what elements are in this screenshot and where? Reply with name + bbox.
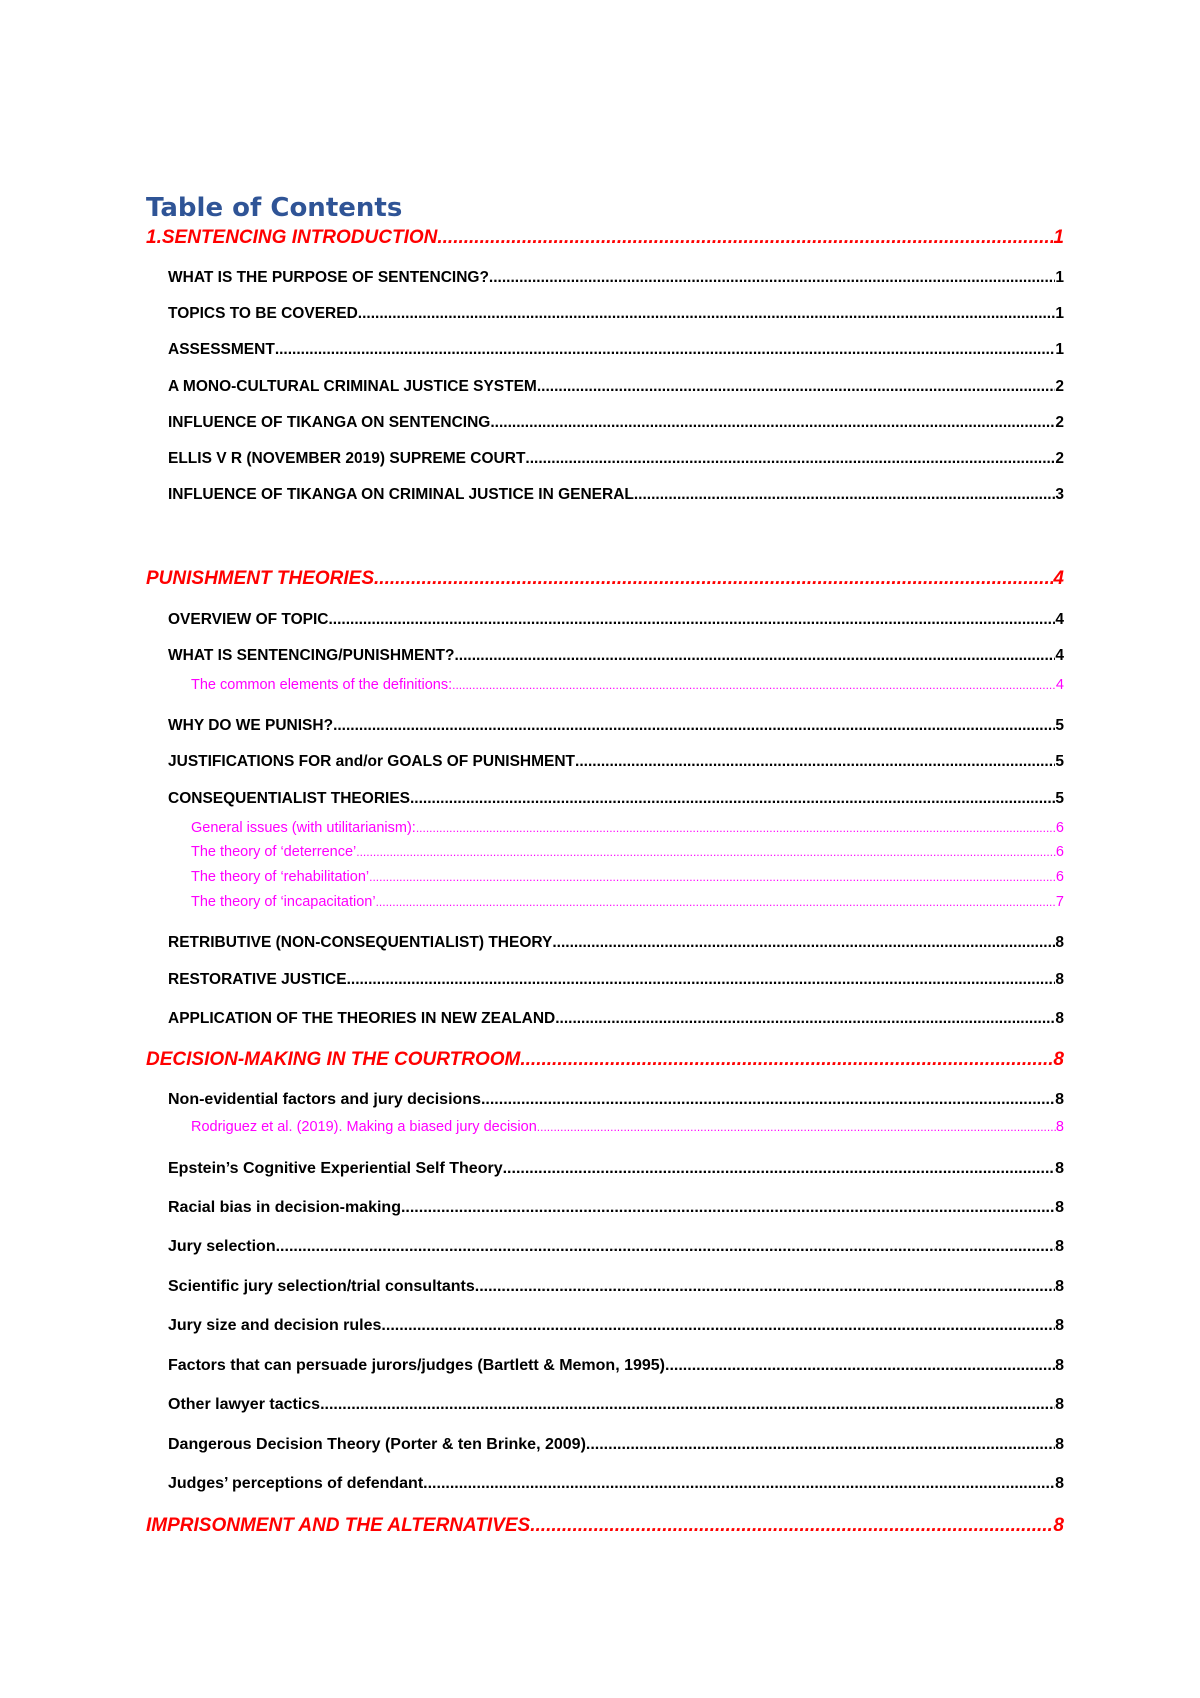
toc-leader-dots xyxy=(437,223,1053,253)
toc-page-number: 8 xyxy=(1055,1436,1064,1453)
toc-leader-dots xyxy=(358,301,1056,327)
toc-entry-label: IMPRISONMENT AND THE ALTERNATIVES xyxy=(146,1515,531,1536)
toc-page-number: 6 xyxy=(1055,869,1064,885)
toc-page-number: 8 xyxy=(1055,1199,1064,1216)
toc-page-number: 8 xyxy=(1055,1119,1064,1135)
toc-entry-label: INFLUENCE OF TIKANGA ON SENTENCING xyxy=(168,414,491,431)
toc-leader-dots xyxy=(634,482,1056,508)
toc-entry-consequentialist-theories[interactable] xyxy=(168,786,1064,812)
toc-entry-label: WHY DO WE PUNISH? xyxy=(168,717,334,734)
toc-leader-dots xyxy=(575,749,1055,775)
toc-page-number: 8 xyxy=(1055,971,1064,988)
toc-entry-label: Factors that can persuade jurors/judges (Bartlett & Memon, 1995) xyxy=(168,1357,666,1374)
toc-page-number: 5 xyxy=(1055,790,1064,807)
toc-entry-label: APPLICATION OF THE THEORIES IN NEW ZEALAND xyxy=(168,1010,556,1027)
toc-page-number: 6 xyxy=(1055,844,1064,860)
toc-page-number: 8 xyxy=(1055,1160,1064,1177)
toc-leader-dots xyxy=(452,674,1056,696)
toc-entry-tikanga-criminal-justice[interactable] xyxy=(168,482,1064,508)
toc-leader-dots xyxy=(423,1471,1055,1497)
toc-page-number: 2 xyxy=(1055,450,1064,467)
toc-entry-label: The common elements of the definitions: xyxy=(191,677,453,693)
toc-leader-dots xyxy=(665,1353,1055,1379)
toc-page-number: 8 xyxy=(1053,1049,1064,1070)
toc-page-number: 1 xyxy=(1055,305,1064,322)
toc-leader-dots xyxy=(410,786,1055,812)
toc-entry-judges-perceptions[interactable] xyxy=(168,1471,1064,1497)
toc-page-number: 8 xyxy=(1055,1396,1064,1413)
toc-page-number: 2 xyxy=(1055,414,1064,431)
toc-entry-racial-bias[interactable] xyxy=(168,1195,1064,1221)
toc-leader-dots xyxy=(503,1156,1055,1182)
toc-entry-label: The theory of ‘rehabilitation’ xyxy=(191,869,370,885)
toc-page-number: 8 xyxy=(1055,1238,1064,1255)
toc-entry-theory-incapacitation[interactable] xyxy=(191,891,1064,913)
toc-entry-label: PUNISHMENT THEORIES xyxy=(146,568,375,589)
toc-title: Table of Contents xyxy=(146,193,403,223)
toc-page-number: 2 xyxy=(1055,378,1064,395)
toc-entry-rodriguez[interactable] xyxy=(191,1116,1064,1138)
toc-entry-imprisonment[interactable] xyxy=(146,1511,1064,1541)
toc-entry-mono-cultural-system[interactable] xyxy=(168,374,1064,400)
toc-page-number: 4 xyxy=(1055,611,1064,628)
toc-leader-dots xyxy=(475,1274,1055,1300)
toc-entry-label: The theory of ‘deterrence’ xyxy=(191,844,357,860)
toc-entry-justifications[interactable] xyxy=(168,749,1064,775)
toc-entry-topics-to-be-covered[interactable] xyxy=(168,301,1064,327)
toc-page-number: 4 xyxy=(1055,677,1064,693)
toc-leader-dots xyxy=(416,817,1056,839)
toc-page-number: 8 xyxy=(1055,1317,1064,1334)
toc-entry-label: A MONO-CULTURAL CRIMINAL JUSTICE SYSTEM xyxy=(168,378,537,395)
toc-entry-label: Non-evidential factors and jury decisions xyxy=(168,1091,481,1108)
toc-page-number: 8 xyxy=(1055,1010,1064,1027)
toc-leader-dots xyxy=(454,643,1055,669)
toc-leader-dots xyxy=(537,1116,1056,1138)
toc-entry-persuade-factors[interactable] xyxy=(168,1353,1064,1379)
toc-leader-dots xyxy=(525,446,1055,472)
toc-entry-label: Rodriguez et al. (2019). Making a biased jury decision xyxy=(191,1119,537,1135)
toc-leader-dots xyxy=(555,1006,1055,1032)
toc-entry-label: Racial bias in decision-making xyxy=(168,1199,401,1216)
toc-entry-decision-making[interactable] xyxy=(146,1045,1064,1075)
toc-entry-theory-rehabilitation[interactable] xyxy=(191,866,1064,888)
toc-entry-non-evidential-factors[interactable] xyxy=(168,1087,1064,1113)
toc-entry-why-do-we-punish[interactable] xyxy=(168,713,1064,739)
toc-page-number: 1 xyxy=(1055,269,1064,286)
toc-entry-label: General issues (with utilitarianism): xyxy=(191,820,416,836)
toc-page-number: 3 xyxy=(1055,486,1064,503)
toc-entry-sentencing-introduction[interactable] xyxy=(146,223,1064,253)
toc-entry-label: TOPICS TO BE COVERED xyxy=(168,305,358,322)
toc-page-number: 8 xyxy=(1055,1357,1064,1374)
toc-entry-punishment-theories[interactable] xyxy=(146,564,1064,594)
toc-entry-label: The theory of ‘incapacitation’ xyxy=(191,894,376,910)
toc-entry-label: Dangerous Decision Theory (Porter & ten Brinke, 2009) xyxy=(168,1436,586,1453)
toc-page-number: 1 xyxy=(1055,341,1064,358)
toc-entry-overview-of-topic[interactable] xyxy=(168,607,1064,633)
toc-entry-assessment[interactable] xyxy=(168,337,1064,363)
toc-entry-ellis-v-r[interactable] xyxy=(168,446,1064,472)
toc-leader-dots xyxy=(381,1313,1055,1339)
toc-entry-label: Jury selection xyxy=(168,1238,276,1255)
toc-leader-dots xyxy=(520,1045,1053,1075)
toc-page-number: 7 xyxy=(1055,894,1064,910)
toc-page-number: 6 xyxy=(1055,820,1064,836)
toc-entry-label: Other lawyer tactics xyxy=(168,1396,321,1413)
toc-leader-dots xyxy=(374,564,1053,594)
toc-leader-dots xyxy=(369,866,1056,888)
toc-entry-what-is-sentencing[interactable] xyxy=(168,643,1064,669)
toc-entry-epstein[interactable] xyxy=(168,1156,1064,1182)
toc-entry-restorative-justice[interactable] xyxy=(168,967,1064,993)
toc-page-number: 4 xyxy=(1053,568,1064,589)
toc-entry-scientific-jury-selection[interactable] xyxy=(168,1274,1064,1300)
toc-page-number: 8 xyxy=(1053,1515,1064,1536)
toc-entry-label: JUSTIFICATIONS FOR and/or GOALS OF PUNISHMENT xyxy=(168,753,576,770)
toc-entry-dangerous-decision[interactable] xyxy=(168,1432,1064,1458)
toc-entry-label: RETRIBUTIVE (NON-CONSEQUENTIALIST) THEORY xyxy=(168,934,553,951)
toc-page-number: 4 xyxy=(1055,647,1064,664)
toc-leader-dots xyxy=(586,1432,1055,1458)
toc-page-number: 8 xyxy=(1055,1475,1064,1492)
toc-entry-label: ASSESSMENT xyxy=(168,341,275,358)
toc-entry-jury-size[interactable] xyxy=(168,1313,1064,1339)
toc-entry-lawyer-tactics[interactable] xyxy=(168,1392,1064,1418)
toc-page-number: 1 xyxy=(1053,227,1064,248)
toc-leader-dots xyxy=(490,410,1055,436)
toc-entry-tikanga-sentencing[interactable] xyxy=(168,410,1064,436)
toc-entry-label: DECISION-MAKING IN THE COURTROOM xyxy=(146,1049,521,1070)
toc-entry-jury-selection[interactable] xyxy=(168,1234,1064,1260)
toc-entry-label: Judges’ perceptions of defendant xyxy=(168,1475,424,1492)
toc-leader-dots xyxy=(552,930,1055,956)
toc-page-number: 8 xyxy=(1055,1091,1064,1108)
toc-entry-label: Jury size and decision rules xyxy=(168,1317,382,1334)
toc-entry-label: CONSEQUENTIALIST THEORIES xyxy=(168,790,410,807)
toc-entry-label: WHAT IS THE PURPOSE OF SENTENCING? xyxy=(168,269,489,286)
toc-entry-label: OVERVIEW OF TOPIC xyxy=(168,611,329,628)
toc-entry-application-nz[interactable] xyxy=(168,1006,1064,1032)
toc-page-number: 8 xyxy=(1055,1278,1064,1295)
toc-entry-common-elements[interactable] xyxy=(191,674,1064,696)
toc-entry-theory-deterrence[interactable] xyxy=(191,841,1064,863)
toc-page-number: 8 xyxy=(1055,934,1064,951)
toc-entry-label: 1.SENTENCING INTRODUCTION xyxy=(146,227,438,248)
toc-page-number: 5 xyxy=(1055,717,1064,734)
toc-leader-dots xyxy=(276,1234,1055,1260)
toc-leader-dots xyxy=(333,713,1055,739)
toc-entry-label: Scientific jury selection/trial consultants xyxy=(168,1278,475,1295)
toc-leader-dots xyxy=(481,1087,1055,1113)
toc-entry-general-issues[interactable] xyxy=(191,817,1064,839)
toc-entry-retributive-theory[interactable] xyxy=(168,930,1064,956)
toc-leader-dots xyxy=(489,265,1055,291)
toc-leader-dots xyxy=(530,1511,1053,1541)
toc-leader-dots xyxy=(356,841,1056,863)
toc-leader-dots xyxy=(328,607,1055,633)
toc-leader-dots xyxy=(401,1195,1055,1221)
toc-entry-purpose-of-sentencing[interactable] xyxy=(168,265,1064,291)
toc-entry-label: WHAT IS SENTENCING/PUNISHMENT? xyxy=(168,647,455,664)
toc-page-number: 5 xyxy=(1055,753,1064,770)
toc-leader-dots xyxy=(376,891,1056,913)
toc-entry-label: INFLUENCE OF TIKANGA ON CRIMINAL JUSTICE IN GENERAL xyxy=(168,486,634,503)
toc-entry-label: ELLIS V R (NOVEMBER 2019) SUPREME COURT xyxy=(168,450,526,467)
toc-leader-dots xyxy=(347,967,1056,993)
toc-leader-dots xyxy=(275,337,1056,363)
toc-leader-dots xyxy=(537,374,1056,400)
toc-entry-label: RESTORATIVE JUSTICE xyxy=(168,971,347,988)
toc-leader-dots xyxy=(320,1392,1055,1418)
toc-entry-label: Epstein’s Cognitive Experiential Self Theory xyxy=(168,1160,503,1177)
